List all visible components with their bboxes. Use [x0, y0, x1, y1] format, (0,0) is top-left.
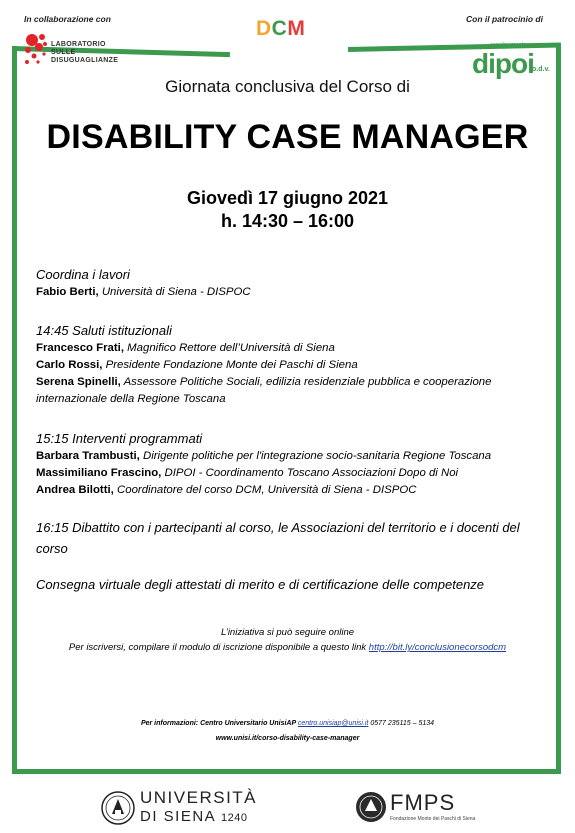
laboratorio-logo-text — [51, 41, 118, 65]
unisi-city: DI SIENA — [140, 808, 216, 825]
lab-line-3: DISUGUAGLIANZE — [51, 57, 119, 64]
speaker-entry — [36, 374, 546, 408]
unisi-name-line-2 — [140, 808, 248, 825]
debate-text: 16:15 Dibattito con i partecipanti al corso, le Associazioni del territorio e i docenti del corso — [36, 520, 520, 556]
speaker-entry — [36, 482, 546, 499]
speaker-role: Dirigente politiche per l'integrazione socio-sanitaria Regione Toscana — [139, 450, 492, 462]
speaker-name: Serena Spinelli, — [36, 376, 121, 388]
speaker-name: Carlo Rossi, — [36, 359, 103, 371]
speaker-name: Massimiliano Frascino, — [36, 467, 162, 479]
contact-phone: 0577 235115 – 5134 — [368, 720, 435, 727]
coordinator-role: Università di Siena - DISPOC — [98, 286, 251, 298]
greetings-section — [36, 322, 546, 408]
patronage-note: Con il patrocinio di — [466, 14, 543, 24]
laboratorio-disuguaglianze-logo — [24, 32, 124, 72]
coordinator-heading: Coordina i lavori — [36, 267, 130, 282]
dcm-letter-c: C — [271, 17, 288, 40]
contact-email-link[interactable]: centro.unisiap@unisi.it — [297, 720, 369, 727]
speaker-role: Assessore Politiche Sociali, edilizia residenziale pubblica e cooperazione internazionale della Regione Toscana — [36, 376, 492, 405]
certificates-text: Consegna virtuale degli attestati di merito e di certificazione delle competenze — [36, 577, 485, 592]
event-date: Giovedì 17 giugno 2021 — [186, 188, 389, 208]
debate-section — [36, 517, 541, 559]
speaker-role: Presidente Fondazione Monte dei Paschi di Siena — [102, 359, 358, 371]
speaker-entry — [36, 357, 546, 374]
speaker-role: DIPOI - Coordinamento Toscano Associazioni Dopo di Noi — [161, 467, 459, 479]
unisi-year: 1240 — [221, 812, 248, 824]
dcm-logo — [256, 17, 305, 41]
fmps-wordmark: FMPS — [390, 790, 456, 815]
fmps-seal-icon — [355, 789, 387, 825]
university-seal-icon — [100, 788, 136, 828]
dipoi-suffix: o.d.v. — [532, 66, 550, 73]
lab-line-1: LABORATORIO — [51, 41, 106, 48]
fmps-logo — [355, 787, 476, 831]
speaker-role: Coordinatore del corso DCM, Università di Siena - DISPOC — [113, 484, 417, 496]
speaker-role: Magnifico Rettore dell’Università di Siena — [124, 342, 335, 354]
dcm-letter-m: M — [287, 17, 306, 40]
talks-section — [36, 430, 546, 499]
speaker-entry — [36, 448, 546, 465]
coordinator-section — [36, 266, 546, 301]
coordinator-entry — [36, 284, 546, 301]
greetings-heading: 14:45 Saluti istituzionali — [36, 323, 172, 338]
contact-label: Per informazioni: Centro Universitario UnisiAP — [140, 720, 298, 727]
dipoi-small-text: coordinamento — [490, 42, 527, 48]
speaker-entry — [36, 465, 546, 482]
speaker-entry — [36, 340, 546, 357]
collaboration-note: In collaborazione con — [24, 14, 111, 24]
website-url: www.unisi.it/corso-disability-case-manager — [215, 735, 360, 742]
coordinator-name: Fabio Berti, — [36, 286, 99, 298]
event-time: h. 14:30 – 16:00 — [220, 211, 355, 231]
online-note: L’iniziativa si può seguire online — [220, 627, 355, 638]
speaker-name: Andrea Bilotti, — [36, 484, 114, 496]
speaker-name: Francesco Frati, — [36, 342, 124, 354]
registration-text: Per iscriversi, compilare il modulo di iscrizione disponibile a questo link — [68, 642, 369, 653]
fmps-subtitle: Fondazione Monte dei Paschi di Siena — [390, 816, 476, 822]
lab-line-2: SULLE — [51, 49, 76, 56]
universita-siena-logo — [100, 786, 260, 830]
page-title: DISABILITY CASE MANAGER — [46, 118, 529, 156]
talks-heading: 15:15 Interventi programmati — [36, 431, 203, 446]
registration-link[interactable]: http://bit.ly/conclusionecorsodcm — [368, 642, 507, 653]
certificates-section — [36, 576, 546, 594]
dcm-letter-d: D — [256, 17, 272, 40]
intro-line: Giornata conclusiva del Corso di — [165, 77, 410, 96]
contact-info — [0, 720, 575, 727]
dipoi-wordmark: dipoi — [472, 48, 534, 79]
red-dots-icon — [24, 32, 50, 72]
registration-note — [0, 642, 575, 653]
speaker-name: Barbara Trambusti, — [36, 450, 140, 462]
frame-bottom — [12, 769, 561, 774]
unisi-name-line-1: UNIVERSITÀ — [140, 788, 258, 807]
